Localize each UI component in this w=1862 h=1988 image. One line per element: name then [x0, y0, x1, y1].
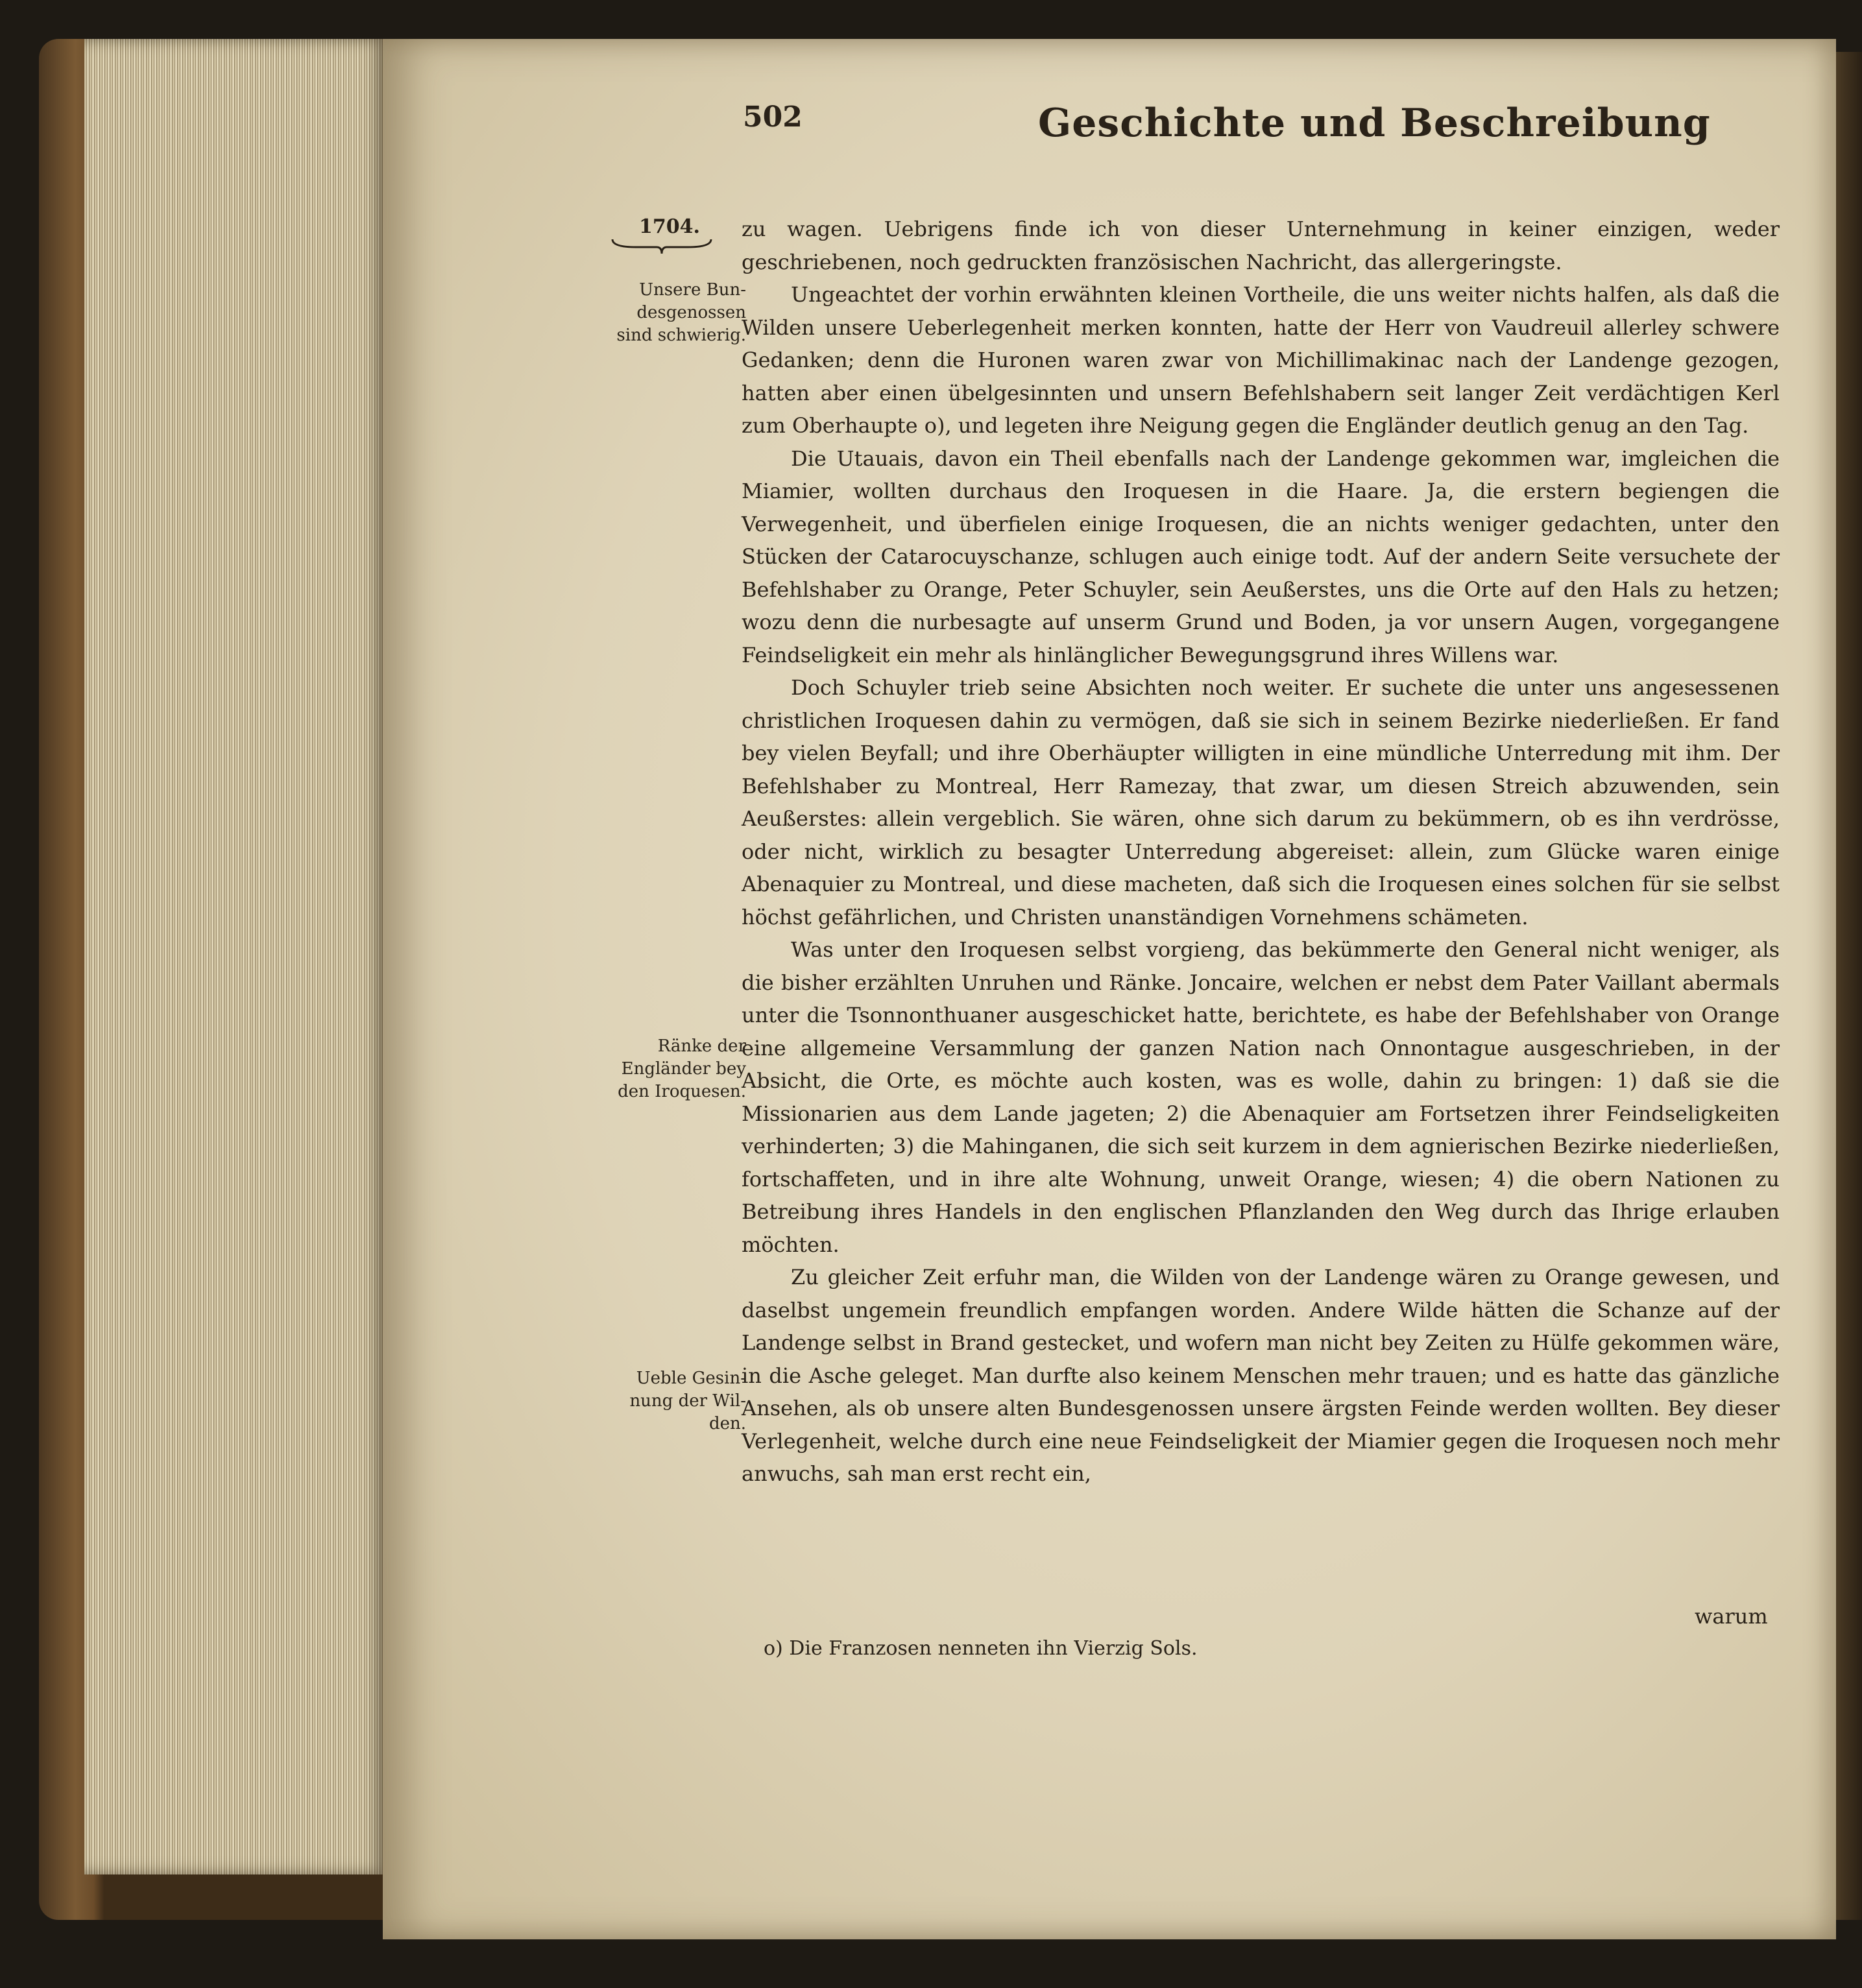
margin-note-allies: Unsere Bun- desgenossen sind schwierig. — [616, 280, 746, 345]
paragraph: Die Utauais, davon ein Theil ebenfalls nach der Landenge gekommen war, imgleichen die Miamier, wollten durchaus den Iroquesen in die Haare. Ja, die erstern begiengen die Verwegenheit, und überfielen einige Iroquesen, die an nichts weniger gedachten, unter den Stücken der Catarocuyschanze, schlugen auch einige todt. Auf der andern Seite versuchete der Befehlshaber zu Orange, Peter Schuyler, sein Aeußerstes, uns die Orte auf den Hals zu hetzen; wozu denn die nurbesagte auf unserm Grund und Boden, ja vor unsern Augen, vorgegangene Feindseligkeit ein mehr als hinlänglicher Bewegungsgrund ihres Willens war. — [742, 446, 1780, 667]
running-title: Geschichte und Beschreibung — [1038, 101, 1711, 146]
margin-note-savages: Ueble Gesin- nung der Wil- den. — [629, 1369, 746, 1433]
footnote: o) Die Franzosen nenneten ihn Vierzig Sols. — [764, 1637, 1198, 1660]
paragraph: Ungeachtet der vorhin erwähnten kleinen Vortheile, die uns weiter nichts halfen, als daß die Wilden unsere Ueberlegenheit merken konnten, hatte der Herr von Vaudreuil allerley schwere Gedanken; denn die Huronen waren zwar von Michillimakinac nach der Landenge gezogen, hatten aber einen übelgesinnten und unsern Befehlshabern seit langer Zeit verdächtigen Kerl zum Oberhaupte o), und legeten ihre Neigung gegen die Engländer deutlich genug an den Tag. — [742, 282, 1780, 438]
year-marker: 1704. — [639, 215, 700, 238]
page-edges — [84, 39, 389, 1874]
paragraph: Zu gleicher Zeit erfuhr man, die Wilden von der Landenge wären zu Orange gewesen, und daselbst ungemein freundlich empfangen worden. Andere Wilde hätten die Schanze auf der Landenge selbst in Brand gestecket, und wofern man nicht bey Zeiten zu Hülfe gekommen wäre, in die Asche geleget. Man durfte also keinem Menschen mehr trauen; und es hatte das gänzliche Ansehen, als ob unsere alten Bundesgenossen unsere ärgsten Feinde werden wollten. Bey dieser Verlegenheit, welche durch eine neue Feindseligkeit der Miamier gegen die Iroquesen noch mehr anwuchs, sah man erst recht ein, — [742, 1265, 1780, 1486]
page-number: 502 — [743, 101, 803, 134]
body-text — [742, 213, 1780, 1491]
catchword: warum — [1695, 1604, 1768, 1629]
year-brace-ornament — [610, 237, 714, 255]
paragraph: Doch Schuyler trieb seine Absichten noch weiter. Er suchete die unter uns angesessenen christlichen Iroquesen dahin zu vermögen, daß sie sich in seinem Bezirke niederließen. Er fand bey vielen Beyfall; und ihre Oberhäupter willigten in eine mündliche Unterredung mit ihm. Der Befehlshaber zu Montreal, Herr Ramezay, that zwar, um diesen Streich abzuwenden, sein Aeußerstes: allein vergeblich. Sie wären, ohne sich darum zu bekümmern, ob es ihn verdrösse, oder nicht, wirklich zu besagter Unterredung abgereiset: allein, zum Glücke waren einige Abenaquier zu Montreal, und diese macheten, daß sich die Iroquesen eines solchen für sie selbst höchst gefährlichen, und Christen unanständigen Vornehmens schämeten. — [742, 675, 1780, 929]
facing-page-edge — [1836, 52, 1862, 1920]
paragraph: zu wagen. Uebrigens finde ich von dieser Unternehmung in keiner einzigen, weder geschriebenen, noch gedruckten französischen Nachricht, das allergeringste. — [742, 217, 1780, 274]
margin-note-english-intrigues: Ränke der Engländer bey den Iroquesen. — [618, 1036, 746, 1101]
paragraph: Was unter den Iroquesen selbst vorgieng, das bekümmerte den General nicht weniger, als die bisher erzählten Unruhen und Ränke. Joncaire, welchen er nebst dem Pater Vaillant abermals unter die Tsonnonthuaner ausgeschicket hatte, berichtete, es habe der Befehlshaber von Orange eine allgemeine Versammlung der ganzen Nation nach Onnontague ausgeschrieben, in der Absicht, die Orte, es möchte auch kosten, was es wolle, dahin zu bringen: 1) daß sie die Missionarien aus dem Lande jageten; 2) die Abenaquier am Fortsetzen ihrer Feindseligkeiten verhinderten; 3) die Mahinganen, die sich seit kurzem in dem agnierischen Bezirke niederließen, fortschaffeten, und in ihre alte Wohnung, unweit Orange, wiesen; 4) die obern Nationen zu Betreibung ihres Handels in den englischen Pflanzlanden den Weg durch das Ihrige erlauben möchten. — [742, 937, 1780, 1257]
